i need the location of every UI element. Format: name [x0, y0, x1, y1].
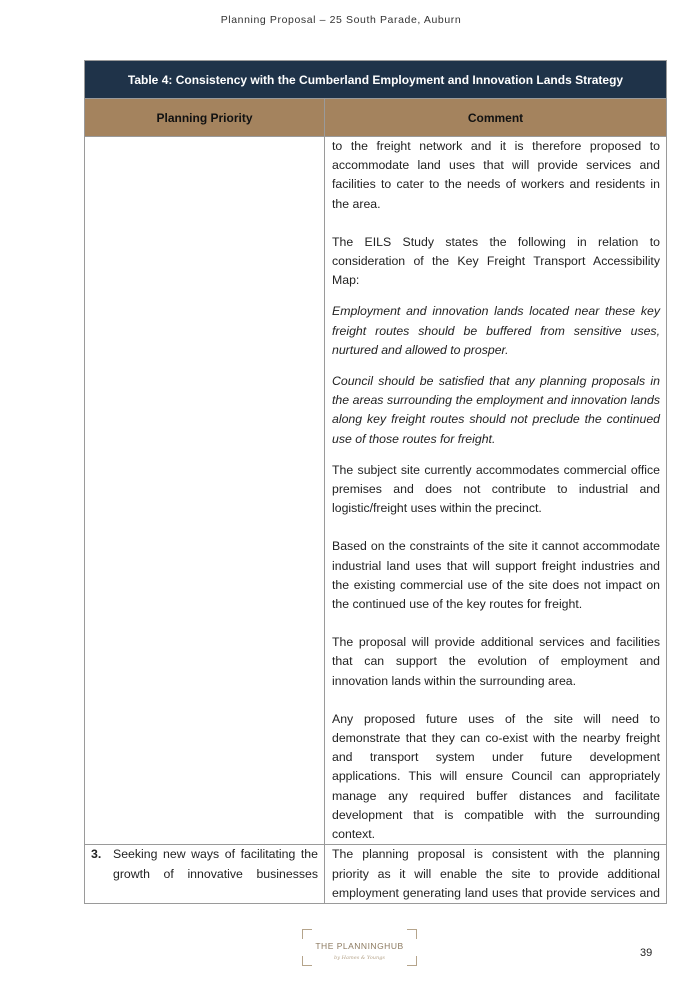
table-row: [85, 137, 667, 845]
comment-paragraph: The EILS Study states the following in relation to consideration of the Key Freight Transport Accessibility Map:: [332, 234, 660, 288]
column-header-planning-priority: Planning Priority: [85, 99, 325, 137]
comment-paragraph: Based on the constraints of the site it cannot accommodate industrial land uses that will support freight industries and the existing commercial use of the site does not impact on the continued use of the key routes for freight.: [332, 539, 660, 612]
quoted-paragraph: Council should be satisfied that any planning proposals in the areas surrounding the employment and innovation lands along key freight routes should not preclude the continued use of those routes for freight.: [332, 374, 660, 446]
priority-number: 3.: [91, 847, 102, 862]
column-header-comment: Comment: [325, 99, 667, 137]
priority-text-line: Seeking new ways of facilitating the: [113, 847, 318, 862]
comment-text-line: employment generating land uses that provide services and: [332, 885, 660, 900]
priority-cell: [85, 845, 325, 904]
planning-hub-logo: [302, 929, 417, 966]
table-title: Table 4: Consistency with the Cumberland Employment and Innovation Lands Strategy: [85, 61, 667, 99]
page-header: Planning Proposal – 25 South Parade, Auburn: [220, 14, 462, 26]
comment-paragraph: The subject site currently accommodates commercial office premises and does not contribute to industrial and logistic/freight uses within the precinct.: [332, 462, 660, 516]
comment-text-line: priority as it will enable the site to provide additional: [332, 866, 660, 881]
table-row: [85, 845, 667, 904]
page-number: 39: [640, 947, 653, 959]
consistency-table: [84, 60, 667, 904]
quoted-paragraph: Employment and innovation lands located near these key freight routes should be buffered from sensitive uses, nurtured and allowed to prosper.: [332, 304, 660, 357]
comment-paragraph: The proposal will provide additional services and facilities that can support the evolution of employment and innovation lands within the surrounding area.: [332, 635, 660, 688]
logo-text: THE PLANNINGHUB: [315, 941, 404, 951]
comment-cell: [325, 137, 667, 845]
priority-cell-empty: [85, 137, 325, 845]
comment-text-line: The planning proposal is consistent with the planning: [332, 847, 660, 862]
priority-text-line: growth of innovative businesses: [113, 866, 318, 881]
comment-cell: [325, 845, 667, 904]
logo-tagline: by Hames & Youngs: [334, 955, 385, 961]
comment-paragraph: to the freight network and it is therefore proposed to accommodate land uses that will provide services and facilities to cater to the needs of workers and residents in the area.: [332, 139, 660, 211]
comment-paragraph: Any proposed future uses of the site will need to demonstrate that they can co-exist with the nearby freight and transport system under future development applications. This will ensure Council can appropriately manage any required buffer distances and facilitate development that is compatible with the surrounding context.: [332, 711, 660, 842]
